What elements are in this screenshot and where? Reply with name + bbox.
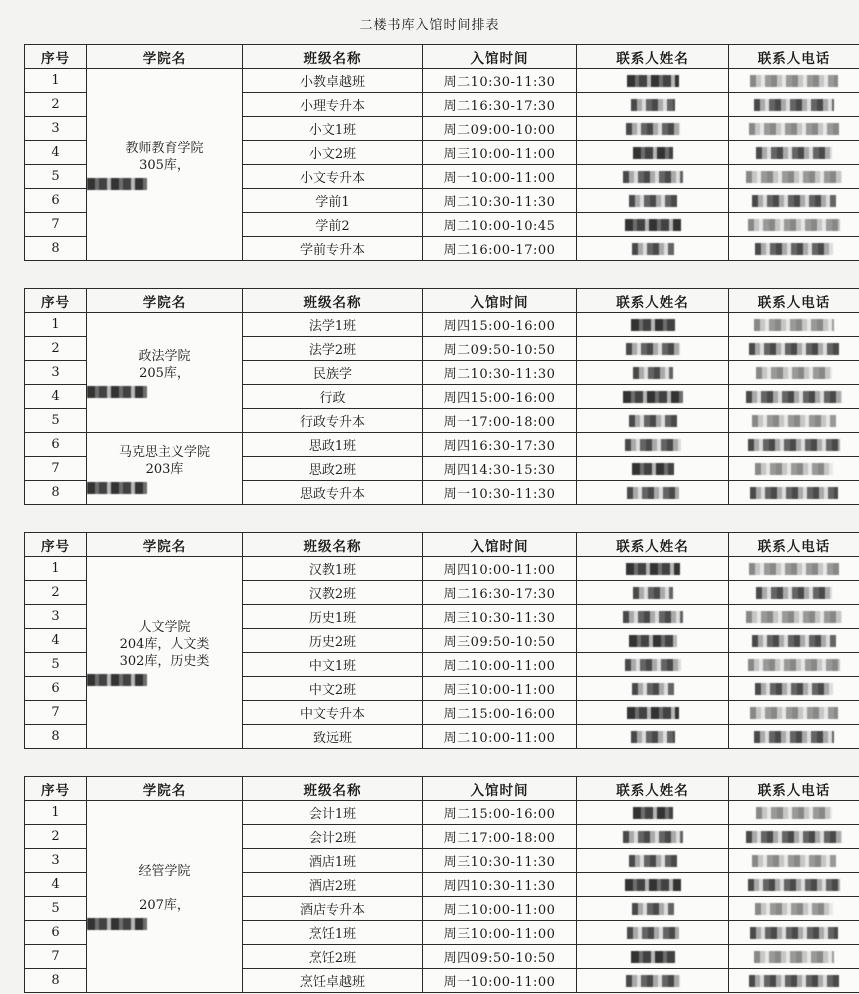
row-number: 7 <box>25 213 87 237</box>
redacted-block <box>749 343 839 355</box>
class-name: 酒店专升本 <box>243 897 423 921</box>
entry-time: 周三09:50-10:50 <box>423 629 577 653</box>
redacted-block <box>748 659 840 671</box>
contact-phone <box>729 629 859 653</box>
class-name: 思政1班 <box>243 433 423 457</box>
page-title: 二楼书库入馆时间排表 <box>359 18 500 33</box>
entry-time: 周四09:50-10:50 <box>423 945 577 969</box>
redacted-block <box>754 951 834 963</box>
college-cell <box>87 557 243 749</box>
contact-name <box>577 117 729 141</box>
column-header: 序号 <box>25 289 87 313</box>
class-name: 法学1班 <box>243 313 423 337</box>
entry-time: 周二17:00-18:00 <box>423 825 577 849</box>
schedule-table <box>24 532 859 749</box>
entry-time: 周三10:30-11:30 <box>423 605 577 629</box>
redacted-block <box>632 243 674 255</box>
contact-name <box>577 385 729 409</box>
row-number: 4 <box>25 385 87 409</box>
redacted-block <box>87 918 147 930</box>
entry-time: 周四15:00-16:00 <box>423 385 577 409</box>
contact-phone <box>729 969 859 993</box>
contact-name <box>577 93 729 117</box>
row-number: 2 <box>25 825 87 849</box>
class-name: 学前2 <box>243 213 423 237</box>
class-name: 小教卓越班 <box>243 69 423 93</box>
redacted-block <box>632 683 674 695</box>
column-header: 学院名 <box>87 533 243 557</box>
column-header: 联系人姓名 <box>577 777 729 801</box>
column-header: 入馆时间 <box>423 289 577 313</box>
college-line: 207库， <box>139 898 190 913</box>
table-row <box>25 801 859 825</box>
column-header: 班级名称 <box>243 45 423 69</box>
redacted-block <box>749 975 839 987</box>
contact-phone <box>729 237 859 261</box>
redacted-block <box>631 951 675 963</box>
redacted-block <box>633 807 673 819</box>
redacted-block <box>631 99 675 111</box>
class-name: 历史1班 <box>243 605 423 629</box>
class-name: 汉教2班 <box>243 581 423 605</box>
row-number: 7 <box>25 945 87 969</box>
row-number: 6 <box>25 677 87 701</box>
class-name: 行政专升本 <box>243 409 423 433</box>
contact-phone <box>729 849 859 873</box>
contact-name <box>577 141 729 165</box>
college-cell <box>87 313 243 433</box>
entry-time: 周一17:00-18:00 <box>423 409 577 433</box>
contact-name <box>577 361 729 385</box>
class-name: 烹饪1班 <box>243 921 423 945</box>
column-header: 联系人电话 <box>729 289 859 313</box>
college-line: 教师教育学院 <box>125 140 204 156</box>
contact-name <box>577 945 729 969</box>
class-name: 小文2班 <box>243 141 423 165</box>
column-header: 联系人姓名 <box>577 289 729 313</box>
row-number: 6 <box>25 921 87 945</box>
contact-name <box>577 457 729 481</box>
college-cell <box>87 433 243 505</box>
redacted-block <box>625 879 681 891</box>
redacted-block <box>627 75 679 87</box>
row-number: 5 <box>25 653 87 677</box>
contact-phone <box>729 385 859 409</box>
redacted-block <box>746 831 842 843</box>
contact-name <box>577 337 729 361</box>
class-name: 会计1班 <box>243 801 423 825</box>
entry-time: 周三10:00-11:00 <box>423 921 577 945</box>
redacted-block <box>629 415 677 427</box>
row-number: 5 <box>25 897 87 921</box>
entry-time: 周二16:00-17:00 <box>423 237 577 261</box>
contact-name <box>577 701 729 725</box>
class-name: 会计2班 <box>243 825 423 849</box>
row-number: 2 <box>25 93 87 117</box>
class-name: 小理专升本 <box>243 93 423 117</box>
contact-phone <box>729 69 859 93</box>
contact-name <box>577 825 729 849</box>
row-number: 1 <box>25 557 87 581</box>
redacted-block <box>629 855 677 867</box>
redacted-block <box>748 219 840 231</box>
entry-time: 周一10:00-11:00 <box>423 969 577 993</box>
class-name: 历史2班 <box>243 629 423 653</box>
table-header-row <box>25 777 859 801</box>
class-name: 中文专升本 <box>243 701 423 725</box>
row-number: 1 <box>25 313 87 337</box>
contact-name <box>577 409 729 433</box>
contact-phone <box>729 457 859 481</box>
entry-time: 周二09:50-10:50 <box>423 337 577 361</box>
table-header-row <box>25 45 859 69</box>
row-number: 8 <box>25 969 87 993</box>
class-name: 学前专升本 <box>243 237 423 261</box>
contact-phone <box>729 945 859 969</box>
redacted-block <box>754 731 834 743</box>
redacted-block <box>633 147 673 159</box>
class-name: 酒店1班 <box>243 849 423 873</box>
redacted-block <box>754 319 834 331</box>
row-number: 8 <box>25 237 87 261</box>
college-line: 人文学院 <box>138 620 191 635</box>
class-name: 中文1班 <box>243 653 423 677</box>
entry-time: 周二10:00-11:00 <box>423 725 577 749</box>
redacted-block <box>750 707 838 719</box>
entry-time: 周二10:00-10:45 <box>423 213 577 237</box>
entry-time: 周三10:00-11:00 <box>423 677 577 701</box>
class-name: 小文1班 <box>243 117 423 141</box>
redacted-block <box>87 386 147 398</box>
row-number: 5 <box>25 165 87 189</box>
redacted-block <box>756 587 832 599</box>
row-number: 3 <box>25 361 87 385</box>
redacted-block <box>756 147 832 159</box>
redacted-block <box>629 635 677 647</box>
college-line: 马克思主义学院 <box>118 444 210 460</box>
redacted-block <box>749 563 839 575</box>
redacted-block <box>623 611 683 623</box>
contact-phone <box>729 213 859 237</box>
entry-time: 周二10:30-11:30 <box>423 189 577 213</box>
entry-time: 周三10:00-11:00 <box>423 141 577 165</box>
class-name: 中文2班 <box>243 677 423 701</box>
redacted-block <box>749 123 839 135</box>
college-line: 政法学院 <box>138 348 191 364</box>
contact-name <box>577 801 729 825</box>
column-header: 班级名称 <box>243 533 423 557</box>
entry-time: 周一10:30-11:30 <box>423 481 577 505</box>
contact-phone <box>729 801 859 825</box>
entry-time: 周二10:00-11:00 <box>423 897 577 921</box>
table-row <box>25 433 859 457</box>
contact-phone <box>729 93 859 117</box>
row-number: 8 <box>25 725 87 749</box>
class-name: 汉教1班 <box>243 557 423 581</box>
redacted-block <box>87 482 147 494</box>
contact-phone <box>729 117 859 141</box>
college-line: 204库，人文类 <box>119 637 210 652</box>
entry-time: 周一10:00-11:00 <box>423 165 577 189</box>
redacted-block <box>755 683 833 695</box>
college-line: 203库 <box>145 461 184 477</box>
row-number: 8 <box>25 481 87 505</box>
college-line <box>87 880 242 897</box>
contact-name <box>577 653 729 677</box>
redacted-block <box>631 319 675 331</box>
contact-phone <box>729 481 859 505</box>
row-number: 3 <box>25 849 87 873</box>
table-row <box>25 313 859 337</box>
contact-phone <box>729 189 859 213</box>
row-number: 4 <box>25 629 87 653</box>
redacted-block <box>623 831 683 843</box>
redacted-block <box>750 927 838 939</box>
class-name: 小文专升本 <box>243 165 423 189</box>
redacted-block <box>629 195 677 207</box>
contact-name <box>577 237 729 261</box>
college-line: 205库， <box>139 365 190 381</box>
redacted-block <box>626 563 680 575</box>
contact-phone <box>729 165 859 189</box>
contact-phone <box>729 313 859 337</box>
entry-time: 周三10:30-11:30 <box>423 849 577 873</box>
redacted-block <box>623 171 683 183</box>
contact-phone <box>729 361 859 385</box>
row-number: 4 <box>25 141 87 165</box>
column-header: 联系人姓名 <box>577 533 729 557</box>
column-header: 入馆时间 <box>423 777 577 801</box>
row-number: 7 <box>25 457 87 481</box>
row-number: 2 <box>25 581 87 605</box>
redacted-block <box>625 439 681 451</box>
class-name: 民族学 <box>243 361 423 385</box>
column-header: 序号 <box>25 777 87 801</box>
class-name: 思政专升本 <box>243 481 423 505</box>
class-name: 学前1 <box>243 189 423 213</box>
redacted-block <box>752 195 836 207</box>
college-cell <box>87 69 243 261</box>
contact-phone <box>729 701 859 725</box>
contact-name <box>577 557 729 581</box>
redacted-block <box>625 659 681 671</box>
column-header: 班级名称 <box>243 289 423 313</box>
entry-time: 周二10:30-11:30 <box>423 361 577 385</box>
column-header: 联系人电话 <box>729 533 859 557</box>
contact-phone <box>729 921 859 945</box>
redacted-block <box>752 855 836 867</box>
contact-name <box>577 189 729 213</box>
schedule-table <box>24 288 859 505</box>
college-line: 302库，历史类 <box>119 654 210 669</box>
redacted-block <box>755 243 833 255</box>
class-name: 烹饪卓越班 <box>243 969 423 993</box>
college-line: 305库， <box>139 157 190 173</box>
contact-name <box>577 69 729 93</box>
contact-phone <box>729 897 859 921</box>
redacted-block <box>623 391 683 403</box>
redacted-block <box>754 99 834 111</box>
row-number: 4 <box>25 873 87 897</box>
contact-phone <box>729 725 859 749</box>
contact-phone <box>729 409 859 433</box>
class-name: 行政 <box>243 385 423 409</box>
column-header: 入馆时间 <box>423 45 577 69</box>
column-header: 学院名 <box>87 45 243 69</box>
column-header: 联系人电话 <box>729 777 859 801</box>
college-cell <box>87 801 243 993</box>
contact-name <box>577 629 729 653</box>
redacted-block <box>746 611 842 623</box>
entry-time: 周四15:00-16:00 <box>423 313 577 337</box>
table-header-row <box>25 533 859 557</box>
redacted-block <box>746 171 842 183</box>
redacted-block <box>631 731 675 743</box>
redacted-block <box>750 75 838 87</box>
contact-name <box>577 849 729 873</box>
redacted-block <box>748 879 840 891</box>
entry-time: 周二09:00-10:00 <box>423 117 577 141</box>
redacted-block <box>752 415 836 427</box>
redacted-block <box>755 463 833 475</box>
redacted-block <box>756 367 832 379</box>
redacted-block <box>87 674 147 686</box>
redacted-block <box>756 807 832 819</box>
contact-name <box>577 725 729 749</box>
column-header: 联系人电话 <box>729 45 859 69</box>
contact-name <box>577 481 729 505</box>
college-line: 经管学院 <box>138 864 191 879</box>
column-header: 学院名 <box>87 777 243 801</box>
row-number: 5 <box>25 409 87 433</box>
contact-phone <box>729 337 859 361</box>
entry-time: 周二10:30-11:30 <box>423 69 577 93</box>
entry-time: 周二16:30-17:30 <box>423 581 577 605</box>
class-name: 法学2班 <box>243 337 423 361</box>
table-header-row <box>25 289 859 313</box>
contact-phone <box>729 653 859 677</box>
entry-time: 周四16:30-17:30 <box>423 433 577 457</box>
redacted-block <box>633 587 673 599</box>
contact-name <box>577 605 729 629</box>
column-header: 学院名 <box>87 289 243 313</box>
redacted-block <box>632 903 674 915</box>
class-name: 烹饪2班 <box>243 945 423 969</box>
row-number: 7 <box>25 701 87 725</box>
redacted-block <box>626 343 680 355</box>
row-number: 1 <box>25 801 87 825</box>
contact-phone <box>729 677 859 701</box>
contact-phone <box>729 433 859 457</box>
contact-name <box>577 213 729 237</box>
entry-time: 周四10:00-11:00 <box>423 557 577 581</box>
redacted-block <box>746 391 842 403</box>
row-number: 3 <box>25 117 87 141</box>
contact-name <box>577 165 729 189</box>
row-number: 6 <box>25 433 87 457</box>
redacted-block <box>627 927 679 939</box>
contact-phone <box>729 873 859 897</box>
redacted-block <box>750 487 838 499</box>
column-header: 序号 <box>25 533 87 557</box>
contact-name <box>577 581 729 605</box>
schedule-table <box>24 776 859 993</box>
contact-name <box>577 433 729 457</box>
column-header: 入馆时间 <box>423 533 577 557</box>
redacted-block <box>633 367 673 379</box>
column-header: 序号 <box>25 45 87 69</box>
redacted-block <box>632 463 674 475</box>
contact-phone <box>729 141 859 165</box>
contact-phone <box>729 605 859 629</box>
entry-time: 周四10:30-11:30 <box>423 873 577 897</box>
contact-name <box>577 897 729 921</box>
entry-time: 周四14:30-15:30 <box>423 457 577 481</box>
row-number: 2 <box>25 337 87 361</box>
schedule-table <box>24 44 859 261</box>
row-number: 1 <box>25 69 87 93</box>
redacted-block <box>752 635 836 647</box>
table-row <box>25 557 859 581</box>
contact-name <box>577 921 729 945</box>
row-number: 3 <box>25 605 87 629</box>
redacted-block <box>626 975 680 987</box>
redacted-block <box>626 123 680 135</box>
redacted-block <box>627 487 679 499</box>
contact-phone <box>729 581 859 605</box>
column-header: 班级名称 <box>243 777 423 801</box>
column-header: 联系人姓名 <box>577 45 729 69</box>
redacted-block <box>87 178 147 190</box>
class-name: 酒店2班 <box>243 873 423 897</box>
redacted-block <box>755 903 833 915</box>
row-number: 6 <box>25 189 87 213</box>
entry-time: 周二15:00-16:00 <box>423 701 577 725</box>
contact-name <box>577 677 729 701</box>
entry-time: 周二15:00-16:00 <box>423 801 577 825</box>
table-row <box>25 69 859 93</box>
class-name: 思政2班 <box>243 457 423 481</box>
class-name: 致远班 <box>243 725 423 749</box>
contact-phone <box>729 825 859 849</box>
contact-name <box>577 969 729 993</box>
entry-time: 周二10:00-11:00 <box>423 653 577 677</box>
contact-name <box>577 873 729 897</box>
redacted-block <box>627 707 679 719</box>
redacted-block <box>625 219 681 231</box>
redacted-block <box>748 439 840 451</box>
entry-time: 周二16:30-17:30 <box>423 93 577 117</box>
contact-name <box>577 313 729 337</box>
contact-phone <box>729 557 859 581</box>
